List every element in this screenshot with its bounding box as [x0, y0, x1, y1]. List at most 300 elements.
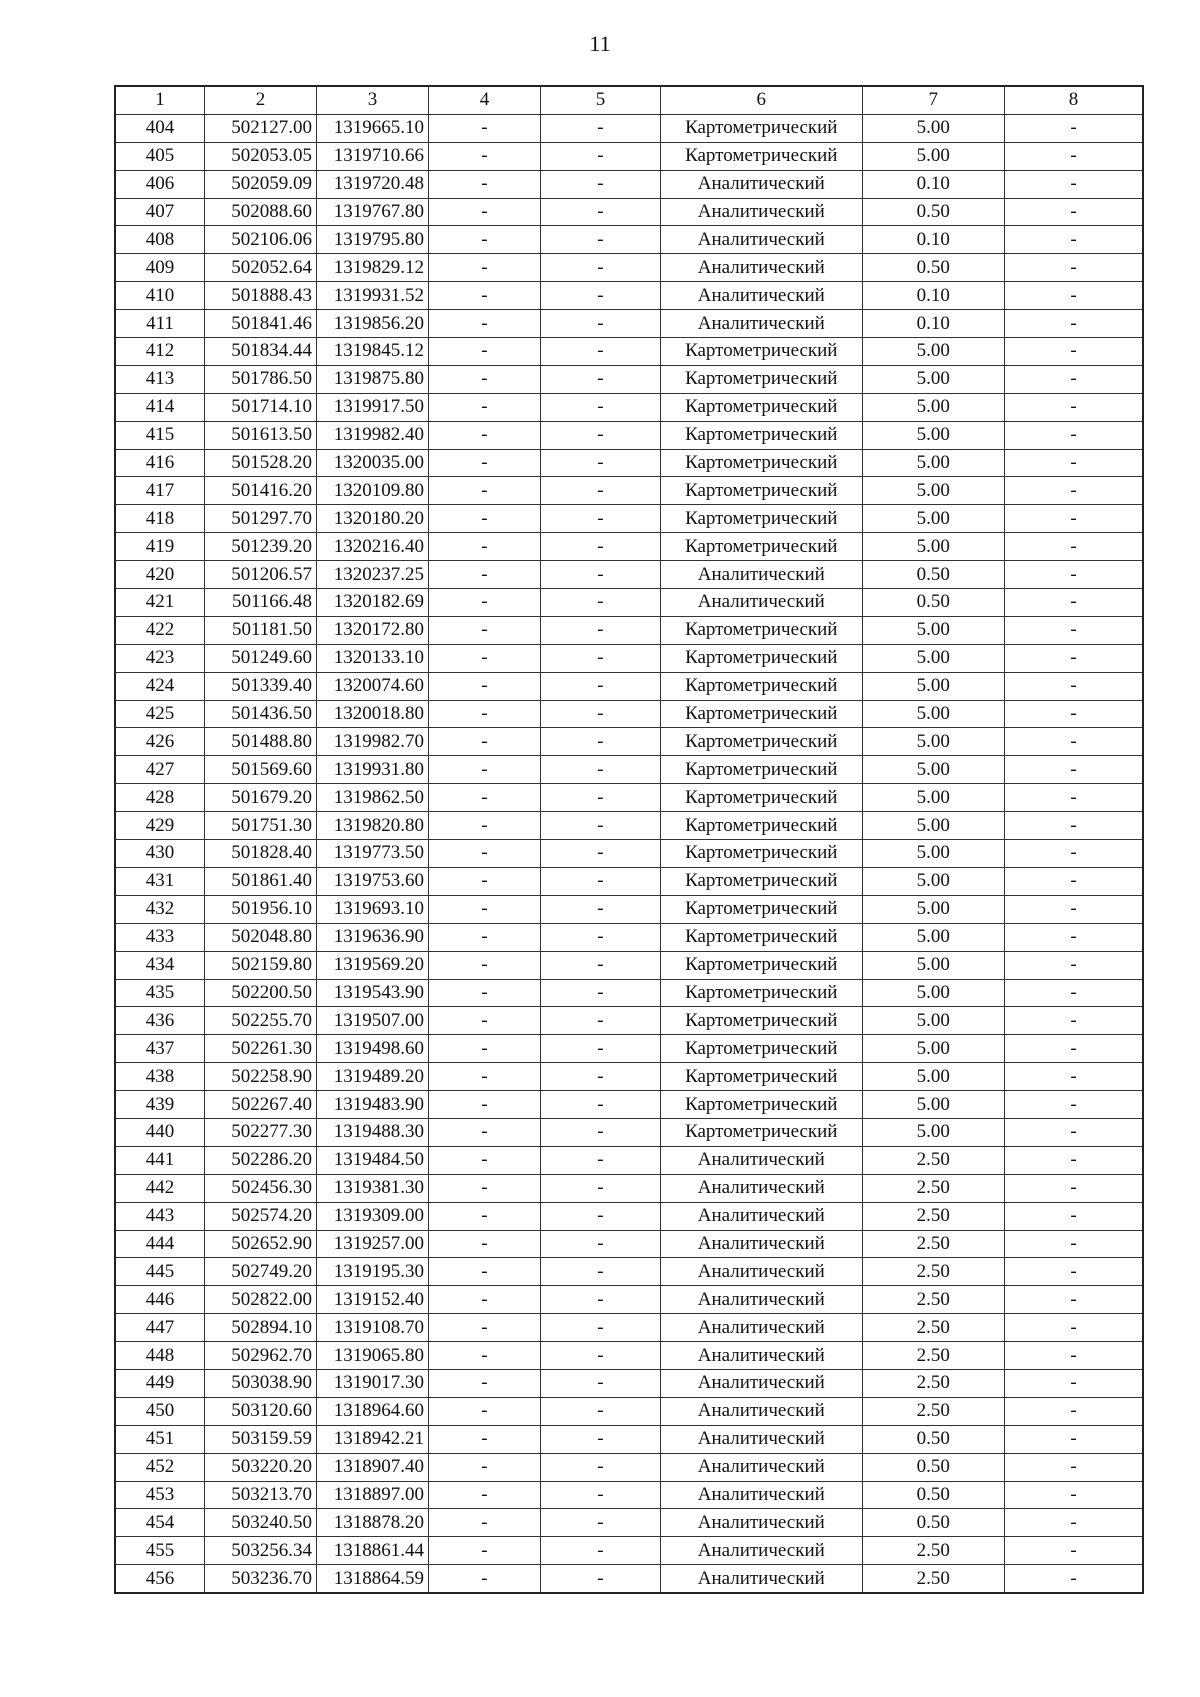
- accuracy-cell: 5.00: [862, 1063, 1004, 1091]
- point-number-cell: 415: [115, 421, 205, 449]
- x-coordinate-cell: 501861.40: [205, 867, 317, 895]
- column-8-cell: -: [1005, 589, 1143, 617]
- page-number: 11: [589, 31, 611, 56]
- column-5-cell: -: [540, 1230, 660, 1258]
- column-8-cell: -: [1005, 840, 1143, 868]
- y-coordinate-cell: 1319795.80: [317, 226, 429, 254]
- point-number-cell: 438: [115, 1063, 205, 1091]
- column-5-cell: -: [540, 616, 660, 644]
- accuracy-cell: 2.50: [862, 1230, 1004, 1258]
- column-8-cell: -: [1005, 1314, 1143, 1342]
- accuracy-cell: 0.50: [862, 1425, 1004, 1453]
- x-coordinate-cell: 502822.00: [205, 1286, 317, 1314]
- column-4-cell: -: [428, 1258, 540, 1286]
- accuracy-cell: 5.00: [862, 421, 1004, 449]
- column-8-cell: -: [1005, 310, 1143, 338]
- column-header-6: 6: [661, 86, 863, 114]
- point-number-cell: 435: [115, 979, 205, 1007]
- accuracy-cell: 0.50: [862, 1509, 1004, 1537]
- table-row: [115, 1202, 1143, 1230]
- y-coordinate-cell: 1319543.90: [317, 979, 429, 1007]
- table-row: [115, 365, 1143, 393]
- x-coordinate-cell: 502652.90: [205, 1230, 317, 1258]
- column-4-cell: -: [428, 1202, 540, 1230]
- x-coordinate-cell: 501714.10: [205, 393, 317, 421]
- x-coordinate-cell: 501613.50: [205, 421, 317, 449]
- column-8-cell: -: [1005, 254, 1143, 282]
- column-4-cell: -: [428, 198, 540, 226]
- point-number-cell: 427: [115, 756, 205, 784]
- table-row: [115, 338, 1143, 366]
- x-coordinate-cell: 502159.80: [205, 951, 317, 979]
- method-cell: Аналитический: [661, 1202, 863, 1230]
- y-coordinate-cell: 1318942.21: [317, 1425, 429, 1453]
- column-8-cell: -: [1005, 979, 1143, 1007]
- x-coordinate-cell: 501956.10: [205, 895, 317, 923]
- method-cell: Картометрический: [661, 421, 863, 449]
- y-coordinate-cell: 1319982.40: [317, 421, 429, 449]
- x-coordinate-cell: 502456.30: [205, 1174, 317, 1202]
- x-coordinate-cell: 502106.06: [205, 226, 317, 254]
- column-4-cell: -: [428, 700, 540, 728]
- method-cell: Картометрический: [661, 895, 863, 923]
- column-8-cell: -: [1005, 1007, 1143, 1035]
- x-coordinate-cell: 502053.05: [205, 142, 317, 170]
- y-coordinate-cell: 1319875.80: [317, 365, 429, 393]
- method-cell: Картометрический: [661, 867, 863, 895]
- column-8-cell: -: [1005, 1118, 1143, 1146]
- column-8-cell: -: [1005, 867, 1143, 895]
- column-8-cell: -: [1005, 700, 1143, 728]
- accuracy-cell: 5.00: [862, 114, 1004, 142]
- accuracy-cell: 0.50: [862, 1453, 1004, 1481]
- method-cell: Картометрический: [661, 393, 863, 421]
- method-cell: Картометрический: [661, 840, 863, 868]
- column-8-cell: -: [1005, 1453, 1143, 1481]
- method-cell: Картометрический: [661, 1091, 863, 1119]
- table-row: [115, 1230, 1143, 1258]
- column-5-cell: -: [540, 338, 660, 366]
- table-row: [115, 1035, 1143, 1063]
- table-row: [115, 589, 1143, 617]
- accuracy-cell: 5.00: [862, 393, 1004, 421]
- column-4-cell: -: [428, 1565, 540, 1593]
- column-4-cell: -: [428, 951, 540, 979]
- point-number-cell: 408: [115, 226, 205, 254]
- method-cell: Картометрический: [661, 616, 863, 644]
- column-8-cell: -: [1005, 226, 1143, 254]
- table-row: [115, 1425, 1143, 1453]
- y-coordinate-cell: 1319845.12: [317, 338, 429, 366]
- y-coordinate-cell: 1319767.80: [317, 198, 429, 226]
- column-5-cell: -: [540, 421, 660, 449]
- x-coordinate-cell: 503159.59: [205, 1425, 317, 1453]
- y-coordinate-cell: 1319820.80: [317, 812, 429, 840]
- point-number-cell: 449: [115, 1369, 205, 1397]
- accuracy-cell: 2.50: [862, 1314, 1004, 1342]
- method-cell: Аналитический: [661, 1397, 863, 1425]
- x-coordinate-cell: 501206.57: [205, 561, 317, 589]
- column-5-cell: -: [540, 449, 660, 477]
- x-coordinate-cell: 501436.50: [205, 700, 317, 728]
- point-number-cell: 433: [115, 923, 205, 951]
- column-8-cell: -: [1005, 616, 1143, 644]
- method-cell: Аналитический: [661, 1369, 863, 1397]
- column-5-cell: -: [540, 1118, 660, 1146]
- header-row: [115, 86, 1143, 114]
- column-5-cell: -: [540, 1286, 660, 1314]
- x-coordinate-cell: 502127.00: [205, 114, 317, 142]
- table-row: [115, 1286, 1143, 1314]
- method-cell: Картометрический: [661, 338, 863, 366]
- point-number-cell: 437: [115, 1035, 205, 1063]
- point-number-cell: 426: [115, 728, 205, 756]
- column-5-cell: -: [540, 1453, 660, 1481]
- x-coordinate-cell: 502749.20: [205, 1258, 317, 1286]
- column-4-cell: -: [428, 923, 540, 951]
- column-4-cell: -: [428, 1230, 540, 1258]
- column-8-cell: -: [1005, 644, 1143, 672]
- accuracy-cell: 5.00: [862, 644, 1004, 672]
- column-8-cell: -: [1005, 1230, 1143, 1258]
- method-cell: Картометрический: [661, 812, 863, 840]
- table-row: [115, 421, 1143, 449]
- accuracy-cell: 5.00: [862, 1035, 1004, 1063]
- table-row: [115, 1314, 1143, 1342]
- column-8-cell: -: [1005, 1537, 1143, 1565]
- point-number-cell: 443: [115, 1202, 205, 1230]
- column-5-cell: -: [540, 979, 660, 1007]
- y-coordinate-cell: 1319195.30: [317, 1258, 429, 1286]
- y-coordinate-cell: 1319720.48: [317, 170, 429, 198]
- method-cell: Аналитический: [661, 1509, 863, 1537]
- y-coordinate-cell: 1319917.50: [317, 393, 429, 421]
- y-coordinate-cell: 1319710.66: [317, 142, 429, 170]
- method-cell: Картометрический: [661, 477, 863, 505]
- accuracy-cell: 5.00: [862, 784, 1004, 812]
- x-coordinate-cell: 501488.80: [205, 728, 317, 756]
- column-5-cell: -: [540, 1314, 660, 1342]
- point-number-cell: 439: [115, 1091, 205, 1119]
- point-number-cell: 428: [115, 784, 205, 812]
- column-5-cell: -: [540, 365, 660, 393]
- column-8-cell: -: [1005, 923, 1143, 951]
- column-8-cell: -: [1005, 282, 1143, 310]
- y-coordinate-cell: 1319257.00: [317, 1230, 429, 1258]
- column-5-cell: -: [540, 170, 660, 198]
- accuracy-cell: 5.00: [862, 979, 1004, 1007]
- column-5-cell: -: [540, 951, 660, 979]
- table-row: [115, 616, 1143, 644]
- point-number-cell: 456: [115, 1565, 205, 1593]
- column-5-cell: -: [540, 393, 660, 421]
- method-cell: Картометрический: [661, 1063, 863, 1091]
- column-4-cell: -: [428, 979, 540, 1007]
- table-row: [115, 867, 1143, 895]
- column-4-cell: -: [428, 1118, 540, 1146]
- accuracy-cell: 0.50: [862, 589, 1004, 617]
- x-coordinate-cell: 501181.50: [205, 616, 317, 644]
- column-8-cell: -: [1005, 1091, 1143, 1119]
- column-5-cell: -: [540, 840, 660, 868]
- point-number-cell: 416: [115, 449, 205, 477]
- column-8-cell: -: [1005, 393, 1143, 421]
- point-number-cell: 441: [115, 1146, 205, 1174]
- column-4-cell: -: [428, 589, 540, 617]
- point-number-cell: 442: [115, 1174, 205, 1202]
- table-row: [115, 1007, 1143, 1035]
- accuracy-cell: 2.50: [862, 1397, 1004, 1425]
- column-4-cell: -: [428, 1369, 540, 1397]
- column-8-cell: -: [1005, 812, 1143, 840]
- column-5-cell: -: [540, 226, 660, 254]
- table-row: [115, 1174, 1143, 1202]
- y-coordinate-cell: 1319665.10: [317, 114, 429, 142]
- x-coordinate-cell: 501249.60: [205, 644, 317, 672]
- column-4-cell: -: [428, 1509, 540, 1537]
- accuracy-cell: 5.00: [862, 840, 1004, 868]
- table-row: [115, 505, 1143, 533]
- accuracy-cell: 5.00: [862, 923, 1004, 951]
- column-4-cell: -: [428, 365, 540, 393]
- x-coordinate-cell: 501841.46: [205, 310, 317, 338]
- column-8-cell: -: [1005, 895, 1143, 923]
- column-8-cell: -: [1005, 114, 1143, 142]
- method-cell: Аналитический: [661, 198, 863, 226]
- y-coordinate-cell: 1319484.50: [317, 1146, 429, 1174]
- accuracy-cell: 0.10: [862, 282, 1004, 310]
- column-5-cell: -: [540, 784, 660, 812]
- table-row: [115, 979, 1143, 1007]
- table-row: [115, 672, 1143, 700]
- column-header-1: 1: [115, 86, 205, 114]
- column-4-cell: -: [428, 672, 540, 700]
- column-4-cell: -: [428, 1425, 540, 1453]
- method-cell: Аналитический: [661, 1314, 863, 1342]
- table-row: [115, 198, 1143, 226]
- accuracy-cell: 5.00: [862, 700, 1004, 728]
- table-row: [115, 1481, 1143, 1509]
- y-coordinate-cell: 1319931.80: [317, 756, 429, 784]
- table-row: [115, 1509, 1143, 1537]
- y-coordinate-cell: 1320172.80: [317, 616, 429, 644]
- column-5-cell: -: [540, 1035, 660, 1063]
- y-coordinate-cell: 1318864.59: [317, 1565, 429, 1593]
- table-row: [115, 923, 1143, 951]
- column-8-cell: -: [1005, 756, 1143, 784]
- column-8-cell: -: [1005, 1369, 1143, 1397]
- x-coordinate-cell: 502200.50: [205, 979, 317, 1007]
- column-5-cell: -: [540, 477, 660, 505]
- column-8-cell: -: [1005, 533, 1143, 561]
- column-4-cell: -: [428, 840, 540, 868]
- table-row: [115, 895, 1143, 923]
- column-8-cell: -: [1005, 951, 1143, 979]
- table-row: [115, 1453, 1143, 1481]
- accuracy-cell: 2.50: [862, 1202, 1004, 1230]
- table-row: [115, 282, 1143, 310]
- column-5-cell: -: [540, 1425, 660, 1453]
- method-cell: Картометрический: [661, 505, 863, 533]
- point-number-cell: 425: [115, 700, 205, 728]
- point-number-cell: 440: [115, 1118, 205, 1146]
- accuracy-cell: 2.50: [862, 1342, 1004, 1370]
- x-coordinate-cell: 503256.34: [205, 1537, 317, 1565]
- column-4-cell: -: [428, 1091, 540, 1119]
- column-4-cell: -: [428, 1286, 540, 1314]
- column-5-cell: -: [540, 310, 660, 338]
- column-5-cell: -: [540, 1397, 660, 1425]
- point-number-cell: 422: [115, 616, 205, 644]
- table-row: [115, 533, 1143, 561]
- column-5-cell: -: [540, 1174, 660, 1202]
- method-cell: Аналитический: [661, 1537, 863, 1565]
- column-5-cell: -: [540, 1258, 660, 1286]
- point-number-cell: 419: [115, 533, 205, 561]
- column-8-cell: -: [1005, 365, 1143, 393]
- x-coordinate-cell: 501679.20: [205, 784, 317, 812]
- accuracy-cell: 5.00: [862, 477, 1004, 505]
- y-coordinate-cell: 1319862.50: [317, 784, 429, 812]
- y-coordinate-cell: 1319856.20: [317, 310, 429, 338]
- accuracy-cell: 5.00: [862, 867, 1004, 895]
- column-4-cell: -: [428, 1063, 540, 1091]
- x-coordinate-cell: 502277.30: [205, 1118, 317, 1146]
- table-row: [115, 1118, 1143, 1146]
- column-4-cell: -: [428, 421, 540, 449]
- column-8-cell: -: [1005, 1565, 1143, 1593]
- table-row: [115, 1565, 1143, 1593]
- column-8-cell: -: [1005, 505, 1143, 533]
- table-row: [115, 1063, 1143, 1091]
- column-5-cell: -: [540, 589, 660, 617]
- x-coordinate-cell: 502048.80: [205, 923, 317, 951]
- column-5-cell: -: [540, 561, 660, 589]
- table-row: [115, 170, 1143, 198]
- method-cell: Аналитический: [661, 226, 863, 254]
- column-4-cell: -: [428, 282, 540, 310]
- column-4-cell: -: [428, 226, 540, 254]
- method-cell: Картометрический: [661, 700, 863, 728]
- column-4-cell: -: [428, 533, 540, 561]
- table-row: [115, 1369, 1143, 1397]
- y-coordinate-cell: 1319489.20: [317, 1063, 429, 1091]
- point-number-cell: 424: [115, 672, 205, 700]
- table-row: [115, 477, 1143, 505]
- method-cell: Аналитический: [661, 1481, 863, 1509]
- method-cell: Картометрический: [661, 114, 863, 142]
- column-4-cell: -: [428, 1007, 540, 1035]
- column-4-cell: -: [428, 142, 540, 170]
- y-coordinate-cell: 1319982.70: [317, 728, 429, 756]
- point-number-cell: 453: [115, 1481, 205, 1509]
- point-number-cell: 410: [115, 282, 205, 310]
- x-coordinate-cell: 501834.44: [205, 338, 317, 366]
- method-cell: Картометрический: [661, 365, 863, 393]
- accuracy-cell: 0.10: [862, 170, 1004, 198]
- accuracy-cell: 5.00: [862, 951, 1004, 979]
- column-4-cell: -: [428, 1453, 540, 1481]
- x-coordinate-cell: 502261.30: [205, 1035, 317, 1063]
- column-5-cell: -: [540, 867, 660, 895]
- accuracy-cell: 5.00: [862, 616, 1004, 644]
- y-coordinate-cell: 1319483.90: [317, 1091, 429, 1119]
- accuracy-cell: 5.00: [862, 895, 1004, 923]
- accuracy-cell: 2.50: [862, 1286, 1004, 1314]
- method-cell: Аналитический: [661, 1230, 863, 1258]
- column-4-cell: -: [428, 756, 540, 784]
- x-coordinate-cell: 501751.30: [205, 812, 317, 840]
- y-coordinate-cell: 1319017.30: [317, 1369, 429, 1397]
- point-number-cell: 429: [115, 812, 205, 840]
- point-number-cell: 432: [115, 895, 205, 923]
- column-8-cell: -: [1005, 421, 1143, 449]
- table-row: [115, 1258, 1143, 1286]
- point-number-cell: 420: [115, 561, 205, 589]
- y-coordinate-cell: 1319381.30: [317, 1174, 429, 1202]
- y-coordinate-cell: 1318878.20: [317, 1509, 429, 1537]
- y-coordinate-cell: 1319507.00: [317, 1007, 429, 1035]
- column-4-cell: -: [428, 784, 540, 812]
- table-row: [115, 812, 1143, 840]
- column-4-cell: -: [428, 310, 540, 338]
- method-cell: Картометрический: [661, 1007, 863, 1035]
- column-4-cell: -: [428, 616, 540, 644]
- column-8-cell: -: [1005, 561, 1143, 589]
- column-5-cell: -: [540, 895, 660, 923]
- column-5-cell: -: [540, 114, 660, 142]
- x-coordinate-cell: 503236.70: [205, 1565, 317, 1593]
- column-4-cell: -: [428, 1146, 540, 1174]
- column-8-cell: -: [1005, 1063, 1143, 1091]
- y-coordinate-cell: 1319773.50: [317, 840, 429, 868]
- point-number-cell: 414: [115, 393, 205, 421]
- accuracy-cell: 5.00: [862, 338, 1004, 366]
- column-header-7: 7: [862, 86, 1004, 114]
- method-cell: Аналитический: [661, 1565, 863, 1593]
- method-cell: Картометрический: [661, 449, 863, 477]
- accuracy-cell: 5.00: [862, 1118, 1004, 1146]
- column-4-cell: -: [428, 449, 540, 477]
- column-8-cell: -: [1005, 1397, 1143, 1425]
- accuracy-cell: 2.50: [862, 1146, 1004, 1174]
- point-number-cell: 446: [115, 1286, 205, 1314]
- x-coordinate-cell: 502962.70: [205, 1342, 317, 1370]
- accuracy-cell: 5.00: [862, 672, 1004, 700]
- accuracy-cell: 0.10: [862, 310, 1004, 338]
- table-row: [115, 254, 1143, 282]
- x-coordinate-cell: 501528.20: [205, 449, 317, 477]
- method-cell: Картометрический: [661, 644, 863, 672]
- accuracy-cell: 2.50: [862, 1174, 1004, 1202]
- table-row: [115, 449, 1143, 477]
- x-coordinate-cell: 501239.20: [205, 533, 317, 561]
- point-number-cell: 406: [115, 170, 205, 198]
- column-8-cell: -: [1005, 1174, 1143, 1202]
- accuracy-cell: 5.00: [862, 1007, 1004, 1035]
- point-number-cell: 405: [115, 142, 205, 170]
- point-number-cell: 452: [115, 1453, 205, 1481]
- y-coordinate-cell: 1320180.20: [317, 505, 429, 533]
- x-coordinate-cell: 501416.20: [205, 477, 317, 505]
- method-cell: Аналитический: [661, 1146, 863, 1174]
- column-5-cell: -: [540, 728, 660, 756]
- accuracy-cell: 5.00: [862, 533, 1004, 561]
- column-4-cell: -: [428, 1537, 540, 1565]
- table-row: [115, 1397, 1143, 1425]
- x-coordinate-cell: 501166.48: [205, 589, 317, 617]
- column-4-cell: -: [428, 1314, 540, 1342]
